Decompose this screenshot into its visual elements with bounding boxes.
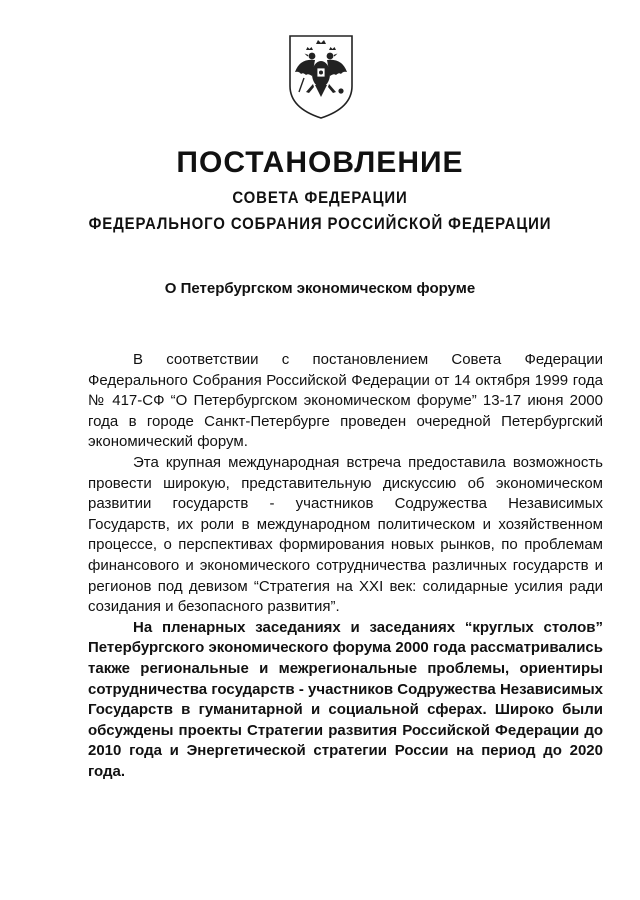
document-subject: О Петербургском экономическом форуме: [164, 280, 476, 297]
document-issuer-line2: ФЕДЕРАЛЬНОГО СОБРАНИЯ РОССИЙСКОЙ ФЕДЕРАЦИИ: [88, 214, 552, 233]
body-paragraph: На пленарных заседаниях и заседаниях “круглых столов” Петербургского экономического форума 2000 года рассматривались также региональные и межрегиональные проблемы, ориентиры сотрудничества государств - участников Содружества Независимых Государств в гуманитарной и социальной сферах. Широко были обсуждены проекты Стратегии развития Российской Федерации до 2010 года и Энергетической стратегии России на период до 2020 года.: [88, 618, 603, 780]
document-issuer-line1: СОВЕТА ФЕДЕРАЦИИ: [232, 188, 408, 207]
body-paragraph: Эта крупная международная встреча предоставила возможность провести широкую, представительную дискуссию об экономическом развитии государств - участников Содружества Независимых Государств, их роли в международном политическом и хозяйственном процессе, о перспективах формирования новых рынков, по проблемам финансового и экономического сотрудничества различных государств и регионов под девизом “Стратегия на XXI век: солидарные усилия ради созидания и безопасного развития”.: [88, 453, 603, 616]
document-title: ПОСТАНОВЛЕНИЕ: [176, 146, 464, 179]
body-paragraph: В соответствии с постановлением Совета Федерации Федерального Собрания Российской Федерации от 14 октября 1999 года № 417-СФ “О Петербургском экономическом форуме” 13-17 июня 2000 года в городе Санкт-Петербурге проведен очередной Петербургский экономический форум.: [88, 351, 603, 451]
state-emblem-icon: [286, 34, 356, 120]
document-body: [88, 350, 603, 782]
